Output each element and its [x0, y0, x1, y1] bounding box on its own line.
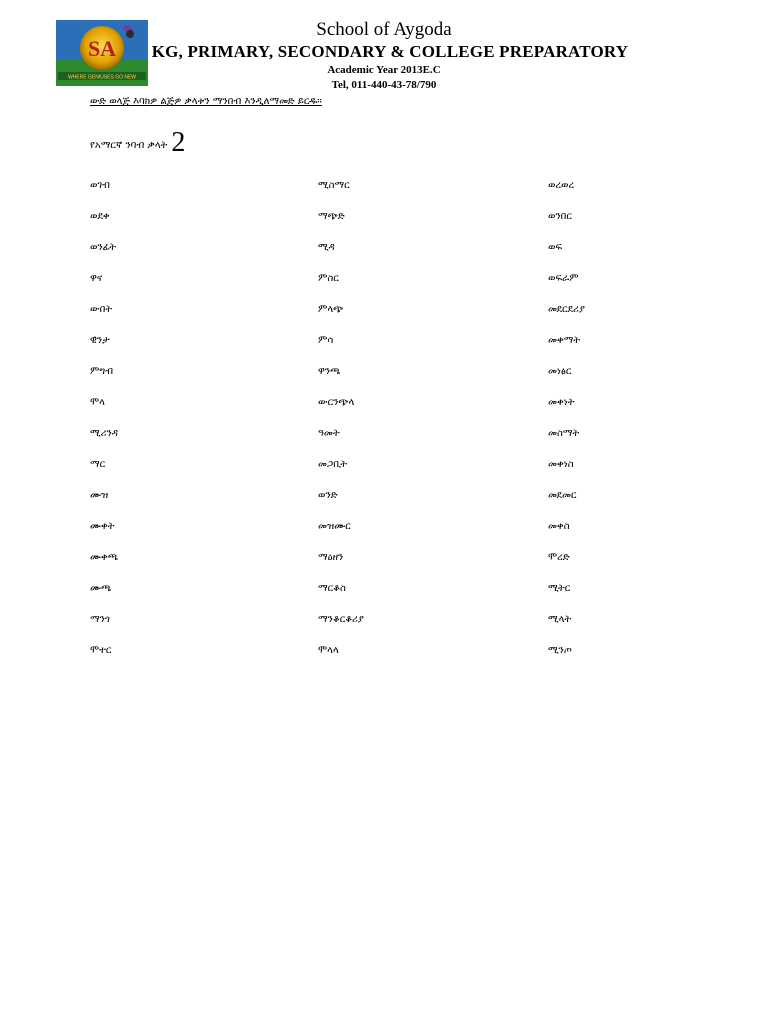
word-item: ወገብ: [90, 180, 110, 191]
word-row: [90, 517, 690, 548]
word-list: [90, 176, 690, 676]
word-item: መስማት: [548, 428, 580, 439]
word-item: ወደቀ: [90, 211, 110, 222]
word-item: ምስር: [318, 273, 339, 284]
word-item: ዋንጫ: [318, 366, 341, 377]
word-item: ማንቆርቆሪያ: [318, 614, 364, 625]
lesson-label: የአማርኛ ንባብ ቃላት: [90, 140, 168, 151]
word-item: ሚዳ: [318, 242, 335, 253]
word-item: ውበት: [90, 304, 113, 315]
word-item: መደርደሪያ: [548, 304, 585, 315]
word-item: ምሳ: [318, 335, 334, 346]
word-item: መቀነስ: [548, 459, 574, 470]
word-item: ውርንጭላ: [318, 397, 355, 408]
word-row: [90, 579, 690, 610]
word-item: ማር: [90, 459, 106, 470]
word-item: ሞላ: [90, 397, 105, 408]
lesson-number: 2: [171, 127, 186, 158]
word-item: ሞላላ: [318, 645, 339, 656]
word-item: መቀነት: [548, 397, 575, 408]
word-item: ዋና: [90, 273, 103, 284]
word-item: ሚስማር: [318, 180, 350, 191]
word-item: ምግብ: [90, 366, 114, 377]
word-item: ዊንታ: [90, 335, 110, 346]
word-row: [90, 269, 690, 300]
word-item: መቀማት: [548, 335, 581, 346]
word-item: መቀስ: [548, 521, 570, 532]
word-row: [90, 362, 690, 393]
parent-instruction: ውድ ወላጅ እባክዎ ልጅዎ ቃላቱን ማንበብ እንዲለማመድ ይርዱ።: [90, 96, 322, 107]
word-row: [90, 610, 690, 641]
word-item: ሚትር: [548, 583, 571, 594]
word-row: [90, 176, 690, 207]
word-item: ሚንጦ: [548, 645, 572, 656]
word-item: ሚሪንዳ: [90, 428, 119, 439]
word-item: ማንጎ: [90, 614, 110, 625]
word-row: [90, 486, 690, 517]
word-item: ሙዝ: [90, 490, 109, 501]
academic-year: Academic Year 2013E.C: [327, 64, 441, 76]
word-item: ወፍራም: [548, 273, 579, 284]
word-row: [90, 424, 690, 455]
word-item: መደመር: [548, 490, 577, 501]
school-name: School of Aygoda: [316, 19, 452, 40]
word-row: [90, 455, 690, 486]
word-item: ማርቆስ: [318, 583, 346, 594]
word-row: [90, 300, 690, 331]
word-row: [90, 393, 690, 424]
logo-banner-text: WHERE GENIUSES GO NEW: [67, 74, 137, 81]
word-item: ሙቀት: [90, 521, 115, 532]
word-row: [90, 238, 690, 269]
word-item: ምላጭ: [318, 304, 344, 315]
lesson-title: [90, 128, 185, 161]
word-row: [90, 548, 690, 579]
word-item: ዓመት: [318, 428, 340, 439]
word-item: ሙጫ: [90, 583, 112, 594]
word-item: ሞረድ: [548, 552, 570, 563]
word-item: ሞተር: [90, 645, 112, 656]
word-item: ሚላት: [548, 614, 572, 625]
word-item: ማጭድ: [318, 211, 345, 222]
word-item: መጋቢት: [318, 459, 348, 470]
word-item: ሙቀጫ: [90, 552, 119, 563]
word-item: ወንድ: [318, 490, 338, 501]
word-item: ማዕዘን: [318, 552, 344, 563]
telephone: Tel, 011-440-43-78/790: [331, 79, 437, 91]
school-subtitle: KG, PRIMARY, SECONDARY & COLLEGE PREPARATORY: [151, 42, 629, 61]
word-item: ወንበር: [548, 211, 572, 222]
logo-letters: SA: [87, 36, 117, 61]
word-item: ወንፊት: [90, 242, 117, 253]
word-item: ወረወረ: [548, 180, 575, 191]
word-item: መነፅር: [548, 366, 572, 377]
word-item: ወፍ: [548, 242, 563, 253]
word-item: መዝሙር: [318, 521, 351, 532]
word-row: [90, 331, 690, 362]
word-row: [90, 207, 690, 238]
word-row: [90, 641, 690, 672]
